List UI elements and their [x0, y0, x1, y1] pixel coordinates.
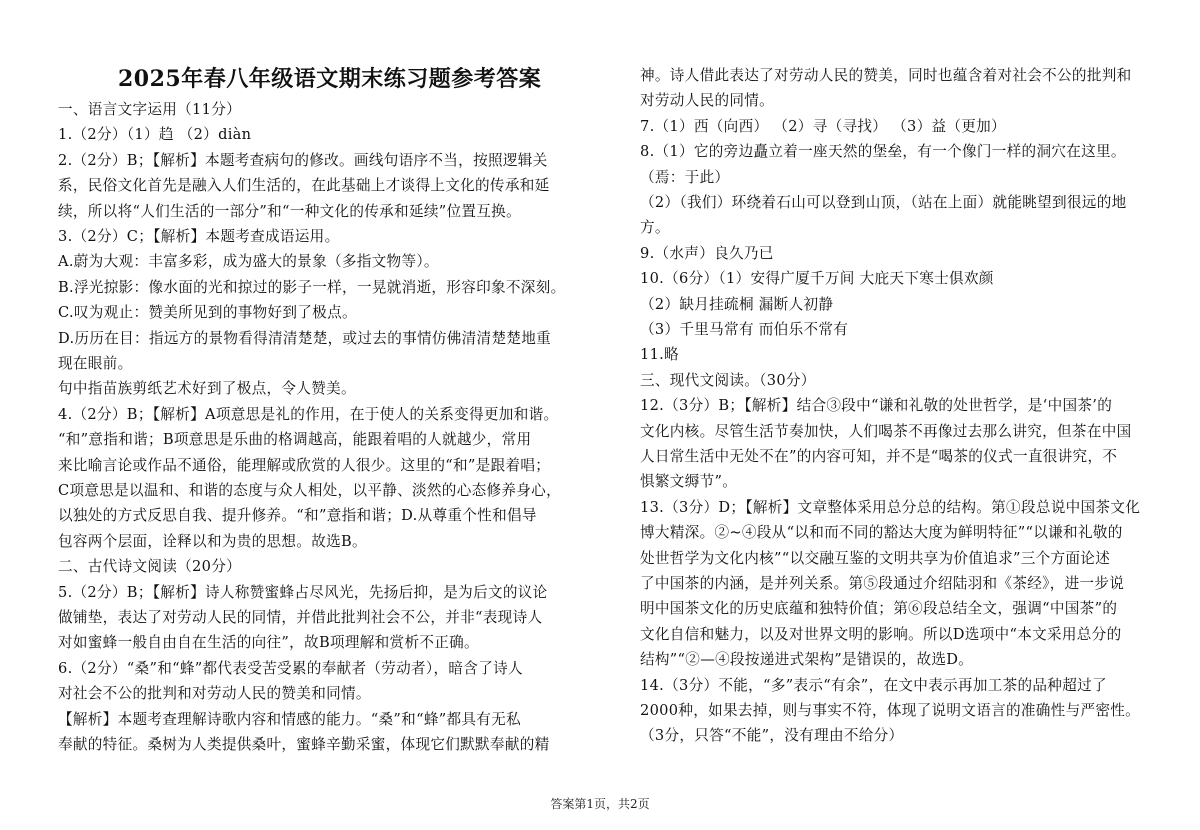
text-line: 惧繁文缛节”。: [640, 473, 738, 491]
text-line: 了中国茶的内涵，是并列关系。第⑤段通过介绍陆羽和《茶经》，进一步说: [640, 575, 1125, 592]
text-line: 对如蜜蜂一般自由自在生活的向往”，故B项理解和赏析不正确。: [58, 634, 479, 652]
text-line: 文化内核。尽管生活节奏加快，人们喝茶不再像过去那么讲究，但茶在中国: [640, 422, 1132, 440]
text-line: B.浮光掠影：像水面的光和掠过的影子一样，一晃就消逝，形容印象不深刻。: [58, 278, 566, 296]
text-line: 【解析】本题考查理解诗歌内容和情感的能力。“桑”和“蜂”都具有无私: [58, 710, 521, 728]
text-line: 9.（水声）良久乃已: [640, 244, 774, 262]
text-line: 明中国茶文化的历史底蕴和独特价值；第⑥段总结全文，强调“中国茶”的: [640, 600, 1118, 618]
text-line: 11.略: [640, 346, 680, 364]
text-line: 1.（2分）（1）趋 （2）diàn: [58, 126, 252, 144]
text-line: C项意思是以温和、和谐的态度与众人相处，以平静、淡然的心态修养身心，: [58, 482, 561, 499]
text-line: 续，所以将“人们生活的一部分”和“一种文化的传承和延续”位置互换。: [58, 202, 521, 220]
text-line: 2000种，如果去掉，则与事实不符，体现了说明文语言的准确性与严密性。: [640, 702, 1141, 719]
text-line: 三、现代文阅读。（30分）: [640, 371, 816, 389]
text-line: 现在眼前。: [58, 355, 133, 372]
text-line: 7.（1）西（向西） （2）寻（寻找） （3）益（更加）: [640, 117, 1006, 135]
text-line: 处世哲学为文化内核”“以交融互鉴的文明共享为价值追求”三个方面论述: [640, 549, 1111, 567]
text-line: 结构”“②—④段按递进式架构”是错误的，故选D。: [640, 651, 974, 669]
text-line: 一、语言文字运用（11分）: [58, 101, 242, 118]
text-line: 包容两个层面，诠释以和为贵的思想。故选B。: [58, 532, 367, 550]
text-line: 系，民俗文化首先是融入人们生活的，在此基础上才谈得上文化的传承和延: [58, 177, 550, 195]
text-line: 文化自信和魅力，以及对世界文明的影响。所以D选项中“本文采用总分的: [640, 625, 1122, 643]
text-line: 做铺垫，表达了对劳动人民的同情，并借此批判社会不公，并非“表现诗人: [58, 609, 543, 626]
text-line: 对劳动人民的同情。: [640, 92, 775, 110]
text-line: 14.（3分）不能，“多”表示“有余”，在文中表示再加工茶的品种超过了: [640, 676, 1107, 694]
text-line: 以独处的方式反思自我、提升修养。“和”意指和谐；D.从尊重个性和倡导: [58, 507, 537, 525]
text-line: 4.（2分）B；【解析】A项意思是礼的作用，在于使人的关系变得更加和谐。: [58, 405, 559, 423]
text-line: 10.（6分）（1）安得广厦千万间 大庇天下寒士俱欢颜: [640, 270, 994, 288]
text-line: 来比喻言论或作品不通俗，能理解或欣赏的人很少。这里的“和”是跟着唱；: [58, 456, 551, 474]
text-line: 神。诗人借此表达了对劳动人民的赞美，同时也蕴含着对社会不公的批判和: [640, 67, 1132, 84]
text-line: （2）缺月挂疏桐 漏断人初静: [640, 295, 834, 313]
document-title: 2025年春八年级语文期末练习题参考答案: [118, 66, 542, 92]
text-line: 2.（2分）B；【解析】本题考查病句的修改。画线句语序不当，按照逻辑关: [58, 151, 548, 169]
text-line: 5.（2分）B；【解析】诗人称赞蜜蜂占尽风光，先扬后抑，是为后文的议论: [58, 583, 548, 601]
text-line: 人日常生活中无处不在”的内容可知，并不是“喝茶的仪式一直很讲究，不: [640, 448, 1118, 465]
text-line: 二、古代诗文阅读（20分）: [58, 558, 242, 576]
text-line: A.蔚为大观：丰富多彩，成为盛大的景象（多指文物等）。: [58, 253, 439, 271]
text-line: 3.（2分）C；【解析】本题考查成语运用。: [58, 228, 340, 245]
text-line: “和”意指和谐；B项意思是乐曲的格调越高，能跟着唱的人就越少，常用: [58, 431, 532, 449]
text-line: 13.（3分）D；【解析】文章整体采用总分总的结构。第①段总说中国茶文化: [640, 498, 1141, 516]
text-line: （焉：于此）: [640, 168, 730, 186]
text-line: 方。: [640, 219, 670, 237]
text-line: C.叹为观止：赞美所见到的事物好到了极点。: [58, 304, 357, 322]
text-line: 12.（3分）B；【解析】结合③段中“谦和礼敬的处世哲学，是‘中国茶’的: [640, 397, 1113, 415]
text-line: （3分，只答“不能”，没有理由不给分）: [640, 727, 904, 745]
text-line: 对社会不公的批判和对劳动人民的赞美和同情。: [58, 685, 371, 703]
text-line: （2）（我们）环绕着石山可以登到山顶，（站在上面）就能眺望到很远的地: [640, 194, 1127, 211]
text-line: 奉献的特征。桑树为人类提供桑叶，蜜蜂辛勤采蜜，体现它们默默奉献的精: [58, 736, 550, 753]
text-line: 8.（1）它的旁边矗立着一座天然的堡垒，有一个像门一样的洞穴在这里。: [640, 143, 1126, 161]
page-footer: 答案第1页，共2页: [550, 797, 650, 811]
text-line: 6.（2分）“桑”和“蜂”都代表受苦受累的奉献者（劳动者），暗含了诗人: [58, 659, 523, 677]
text-line: （3）千里马常有 而伯乐不常有: [640, 321, 849, 338]
text-line: 博大精深。②~④段从“以和而不同的豁达大度为鲜明特征”“以谦和礼敬的: [640, 524, 1123, 542]
text-line: 句中指苗族剪纸艺术好到了极点，令人赞美。: [58, 380, 356, 398]
text-line: D.历历在目：指远方的景物看得清清楚楚，或过去的事情仿佛清清楚楚地重: [58, 329, 552, 347]
